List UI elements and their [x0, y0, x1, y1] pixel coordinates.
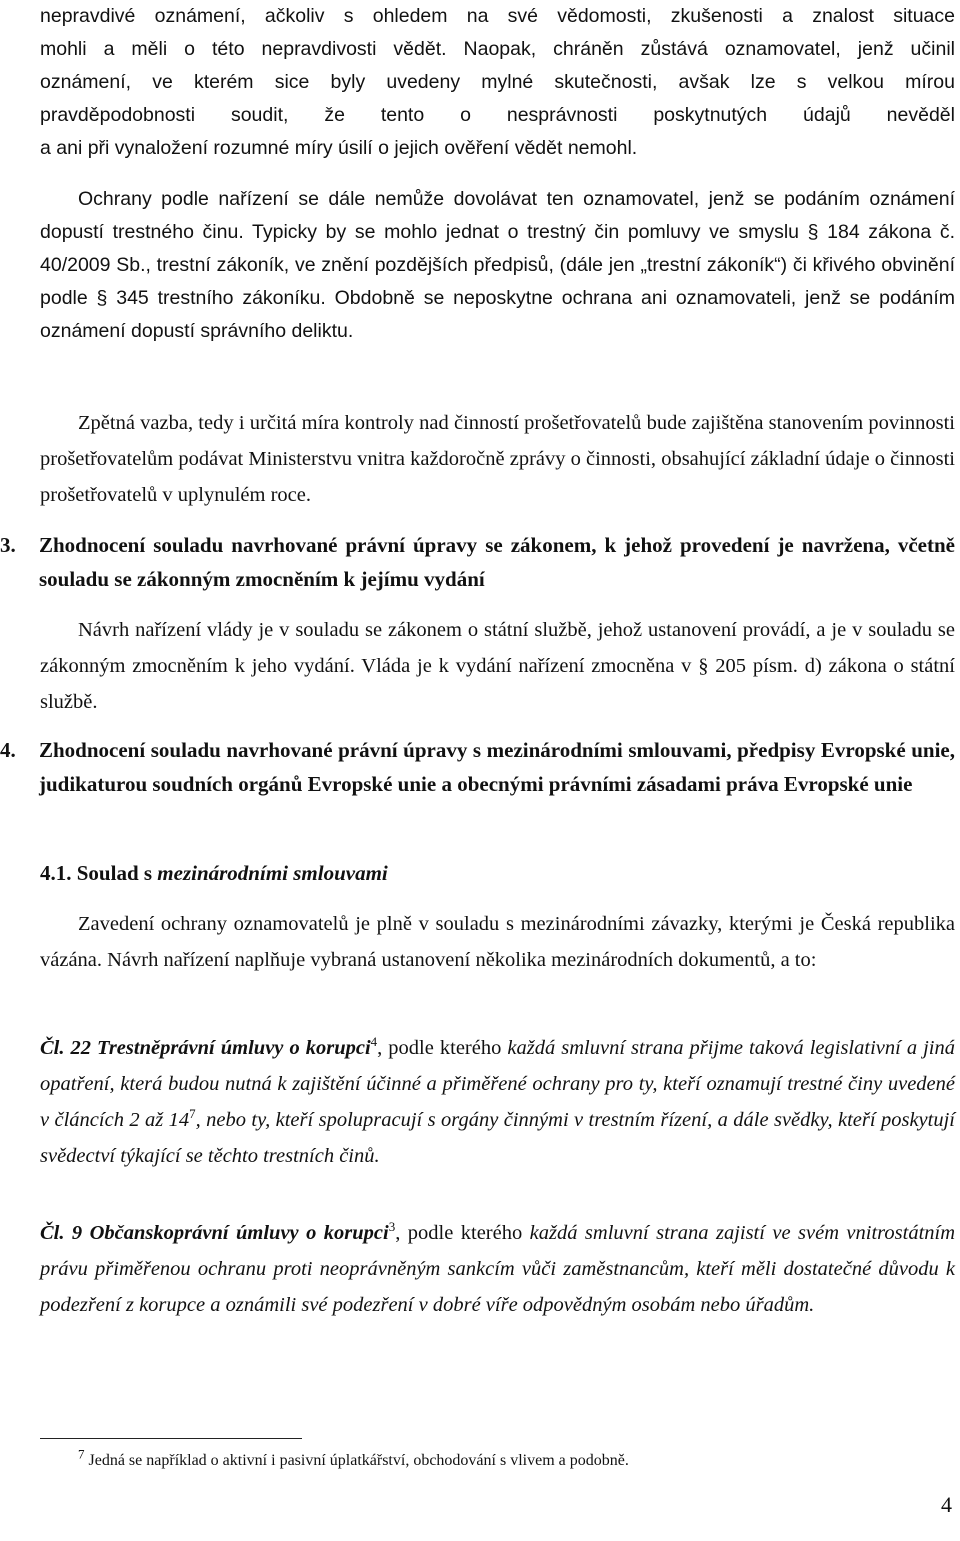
paragraph-continuation: [40, 0, 955, 165]
quoted-text: , nebo ty, kteří spolupracují s orgány činnými v trestním řízení, a dále svědky, kteří poskytují svědectví týkající se těchto trestních činů.: [40, 1109, 955, 1167]
section-number: 3.: [0, 533, 16, 557]
article-ref: Čl. 22 Trestněprávní úmluvy o korupci: [40, 1037, 371, 1059]
paragraph-compliance-law: Návrh nařízení vlády je v souladu se zákonem o státní službě, jehož ustanovení provádí, a je v souladu se zákonným zmocněním k jeho vydání. Vláda je k vydání nařízení zmocněna v § 205 písm. d) zákona o státní službě.: [40, 619, 955, 713]
section-3-heading: [0, 528, 955, 596]
section-4-heading: [0, 733, 955, 801]
text-line: mohli a měli o této nepravdivosti vědět. Naopak, chráněn zůstává oznamovatel, jenž učinil: [40, 38, 955, 60]
paragraph-exclusions-wrap: [40, 183, 955, 348]
subsection-4-1-heading: [40, 855, 388, 891]
footnote-text: Jedná se například o aktivní i pasivní úplatkářství, obchodování s vlivem a podobně.: [88, 1452, 629, 1469]
text-line: pravděpodobnosti soudit, že tento o nesprávnosti poskytnutých údajů nevěděl: [40, 104, 955, 126]
text-span: , podle kterého: [395, 1222, 530, 1244]
text-span: , podle kterého: [377, 1037, 508, 1059]
paragraph-civil-convention: [40, 1215, 955, 1323]
section-title: Zhodnocení souladu navrhované právní úpravy se zákonem, k jehož provedení je navržena, včetně souladu se zákonným zmocněním k jejímu vydání: [39, 533, 955, 591]
text-line: oznámení, ve kterém sice byly uvedeny mylné skutečnosti, avšak lze s velkou mírou: [40, 71, 955, 93]
footnote: [78, 1446, 629, 1472]
paragraph-feedback: Zpětná vazba, tedy i určitá míra kontroly nad činností prošetřovatelů bude zajištěna stanovením povinnosti prošetřovatelům podávat Ministerstvu vnitra každoročně zprávy o činnosti, obsahující základní údaje o činnosti prošetřovatelů v uplynulém roce.: [40, 412, 955, 506]
section-title: Zhodnocení souladu navrhované právní úpravy s mezinárodními smlouvami, předpisy Evropské unie, judikaturou soudních orgánů Evropské unie a obecnými právními zásadami práva Evropské unie: [39, 738, 955, 796]
paragraph-international: Zavedení ochrany oznamovatelů je plně v souladu s mezinárodními závazky, kterými je Česká republika vázána. Návrh nařízení naplňuje vybraná ustanovení několika mezinárodních dokumentů, a to:: [40, 913, 955, 971]
section-number: 4.: [0, 738, 16, 762]
page-number: 4: [941, 1492, 952, 1517]
subsection-prefix: 4.1. Soulad s: [40, 861, 158, 885]
quoted-text: každá smluvní strana zajistí ve svém vnitrostátním právu přiměřenou ochranu proti neoprávněným sankcím vůči zaměstnancům, kteří měli dostatečné důvodu k podezření z korupce a oznámili své podezření v dobré víře odpovědným osobám nebo úřadům.: [40, 1222, 956, 1316]
text-line: nepravdivé oznámení, ačkoliv s ohledem na své vědomosti, zkušenosti a znalost situace: [40, 5, 955, 27]
paragraph-exclusions: Ochrany podle nařízení se dále nemůže dovolávat ten oznamovatel, jenž se podáním oznámení dopustí trestného činu. Typicky by se mohlo jednat o trestný čin pomluvy ve smyslu § 184 zákona č. 40/2009 Sb., trestní zákoník, ve znění pozdějších předpisů, (dále jen „trestní zákoník“) či křivého obvinění podle § 345 trestního zákoníku. Obdobně se neposkytne ochrana ani oznamovateli, jenž se podáním oznámení dopustí správního deliktu.: [40, 188, 955, 342]
footnote-number: 7: [78, 1446, 85, 1462]
quoted-text: každá smluvní strana přijme taková legislativní a jiná opatření, která budou nutná k zajištění účinné a přiměřené ochrany pro ty, kteří oznamují trestné činy uvedené v článcích 2 až 14: [40, 1037, 956, 1131]
subsection-italic: mezinárodními smlouvami: [157, 861, 388, 885]
footnote-ref: 7: [189, 1106, 196, 1122]
article-ref: Čl. 9 Občanskoprávní úmluvy o korupci: [40, 1222, 389, 1244]
footnote-ref: 4: [370, 1034, 378, 1050]
text-line: a ani při vynaložení rozumné míry úsilí o jejich ověření vědět nemohl.: [40, 137, 638, 159]
footnote-ref: 3: [388, 1219, 396, 1235]
footnote-separator: [40, 1438, 302, 1439]
paragraph-criminal-convention: [40, 1030, 955, 1174]
